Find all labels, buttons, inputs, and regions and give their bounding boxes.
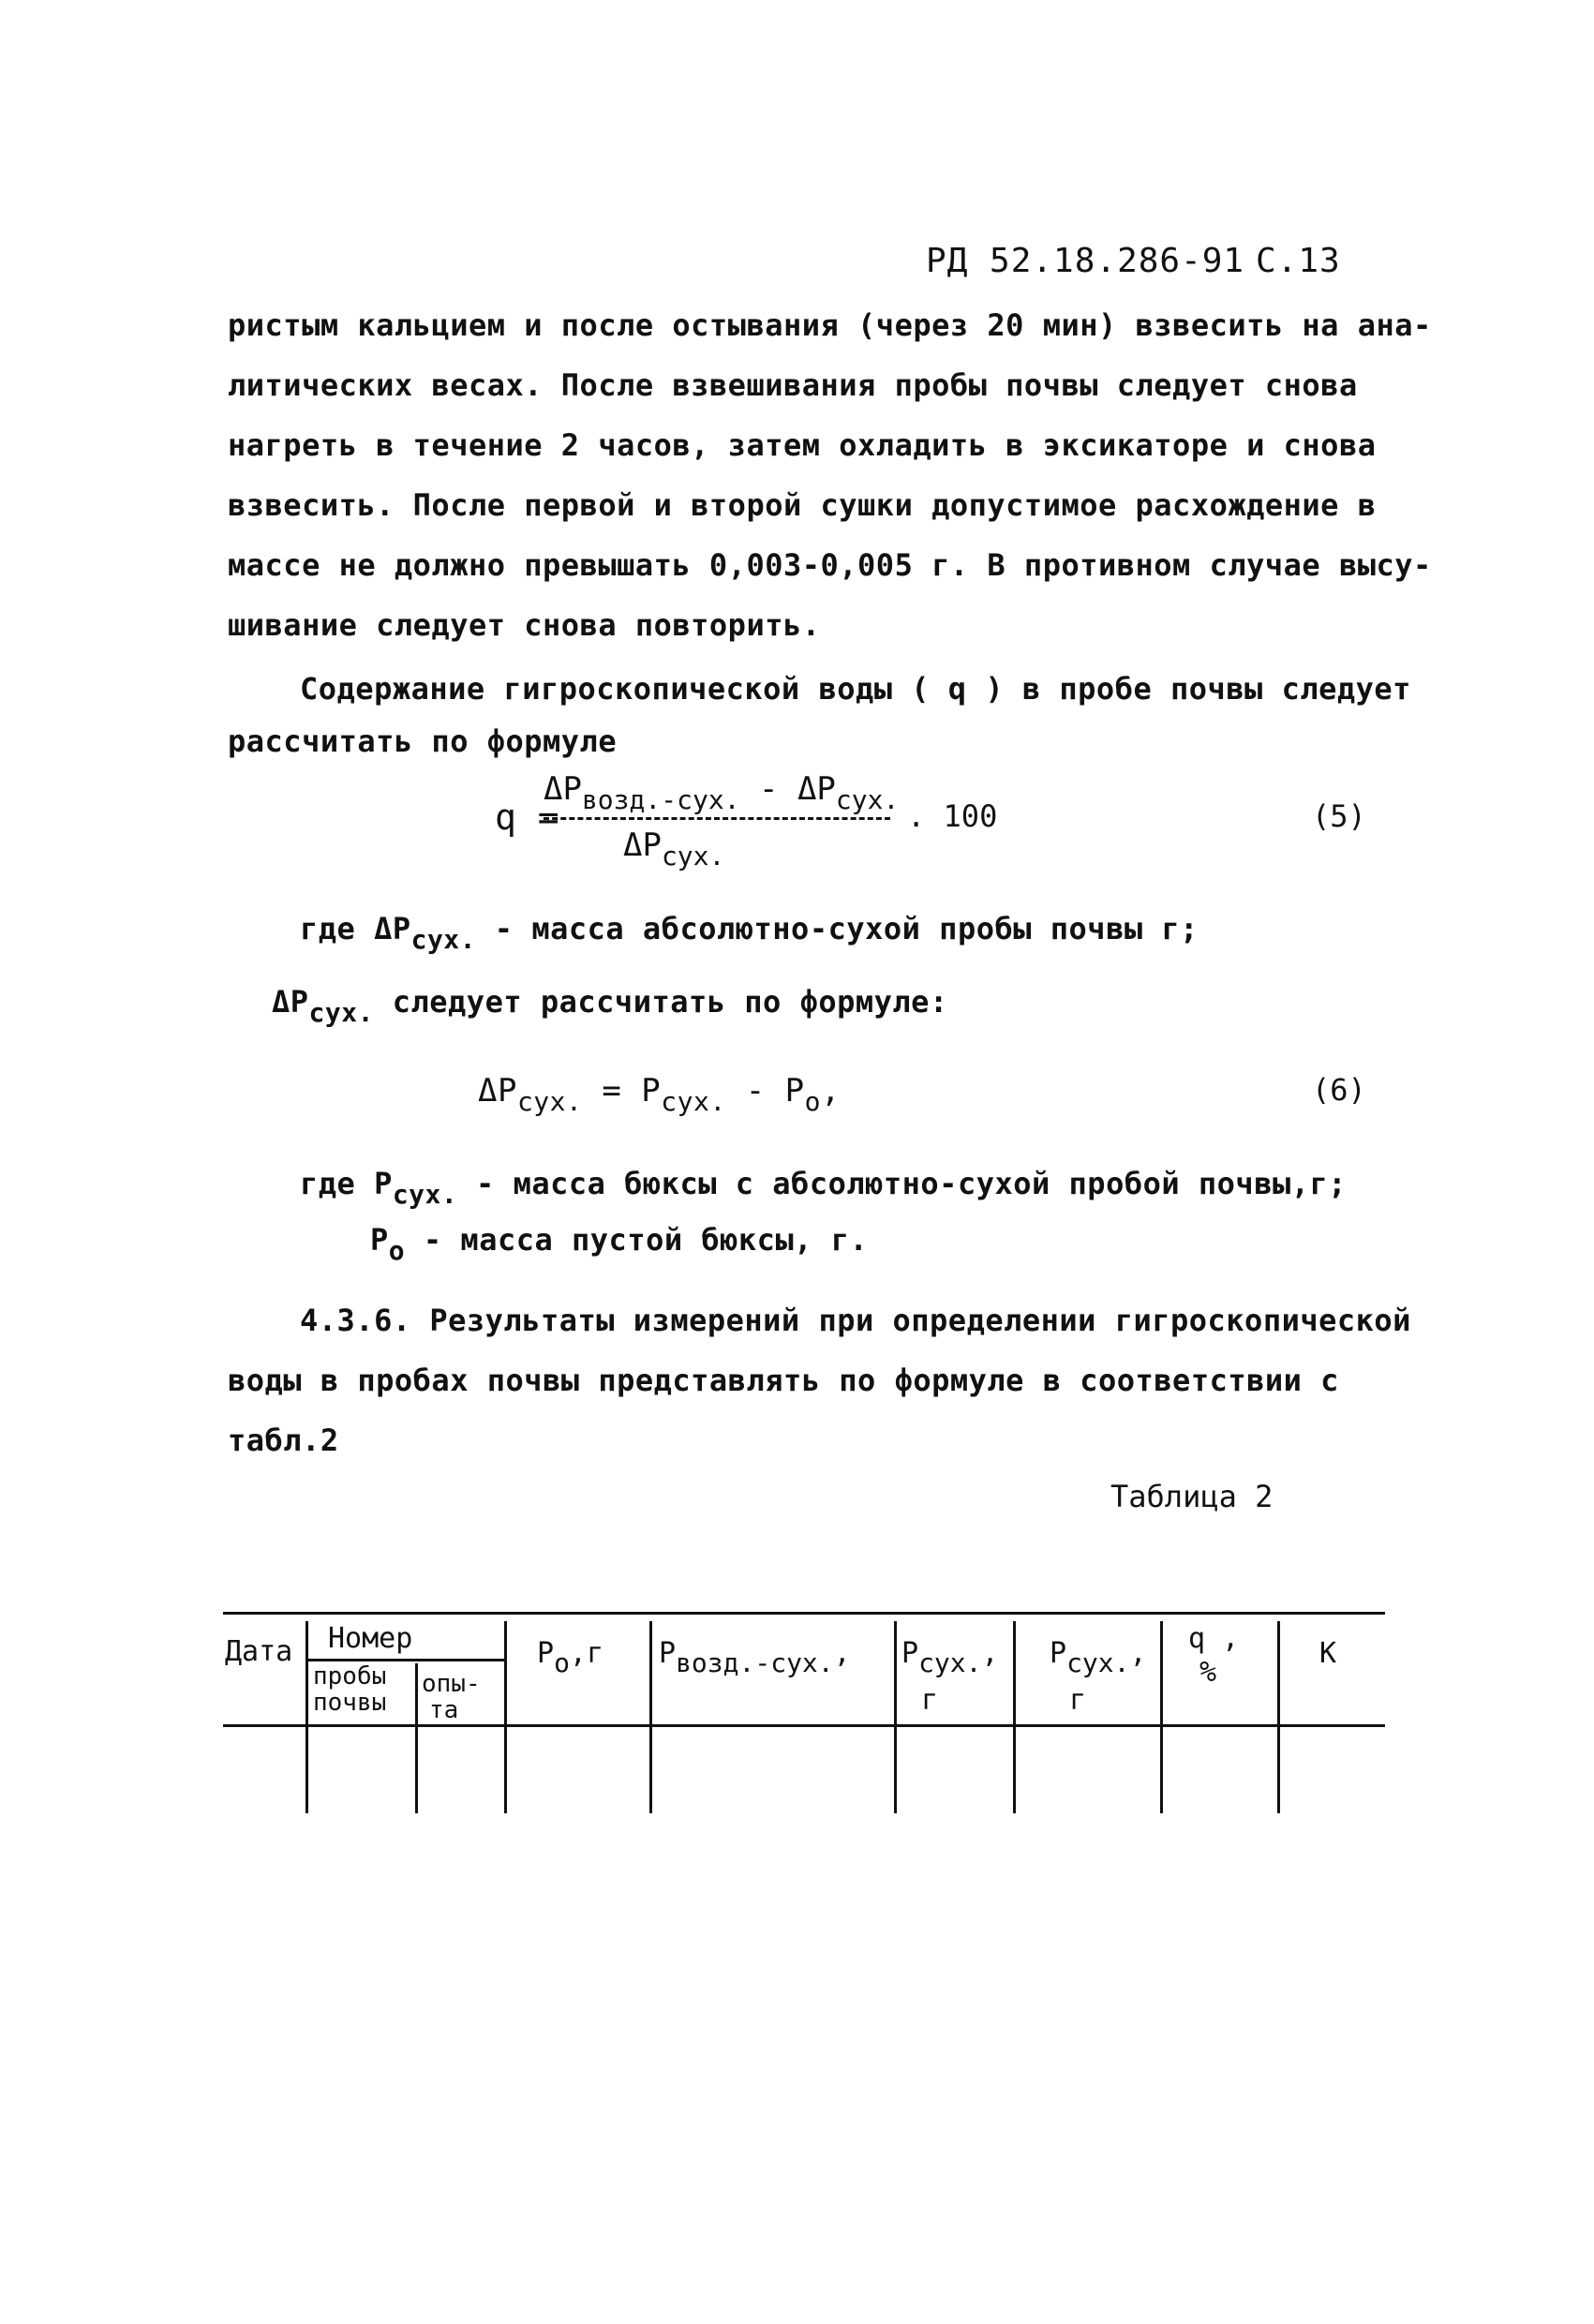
table-top-rule — [223, 1612, 1385, 1615]
paragraph-line: Содержание гигроскопической воды ( q ) в пробе почвы следует — [300, 671, 1411, 707]
header-p0: $P_о,г$ — [537, 1637, 604, 1678]
definition-line: где $P_{сух.}$ - масса бюксы с абсолютно-сухой пробой почвы,г; — [300, 1166, 1348, 1210]
equation-number: (5) — [1312, 798, 1366, 834]
formula-6: $\Delta P_{сух.} = P_{сух.} - P_о$, — [478, 1072, 841, 1117]
table-header-rule — [223, 1724, 1385, 1727]
formula-denominator: $\Delta P_{сух.}$ — [623, 827, 725, 872]
table-caption: Таблица 2 — [1110, 1479, 1274, 1514]
paragraph-line: шивание следует снова повторить. — [228, 607, 821, 643]
header-experiment-line1: опы- — [422, 1670, 481, 1698]
header-date: Дата — [225, 1635, 293, 1668]
section-line: табл.2 — [228, 1423, 339, 1458]
formula-multiplier: . 100 — [907, 798, 998, 834]
column-divider — [415, 1663, 418, 1813]
column-divider — [1277, 1621, 1280, 1813]
paragraph-line: ристым кальцием и после остывания (через 20 мин) взвесить на ана- — [228, 307, 1432, 343]
header-q-percent: % — [1199, 1656, 1217, 1689]
definition-line: $\Delta P_{сух.}$ следует рассчитать по формуле: — [272, 984, 948, 1028]
header-k: К — [1319, 1637, 1337, 1670]
header-q: q , — [1188, 1622, 1240, 1655]
page-number: С.13 — [1256, 242, 1341, 280]
formula-numerator: $\Delta P_{возд.-сух.} - \Delta P_{сух.}$ — [544, 770, 900, 815]
header-number: Номер — [328, 1622, 413, 1655]
header-sample-line1: пробы — [313, 1662, 387, 1691]
column-divider — [894, 1621, 897, 1813]
document-code: РД 52.18.286-91 — [926, 242, 1245, 280]
header-p-dry-2-unit: г — [1069, 1684, 1087, 1717]
header-p-dry-1-unit: г — [921, 1684, 939, 1717]
section-line: воды в пробах почвы представлять по формуле в соответствии с — [228, 1363, 1339, 1398]
column-divider — [649, 1621, 652, 1813]
column-divider — [305, 1621, 308, 1813]
column-divider — [1013, 1621, 1016, 1813]
header-p-dry-2: $P_{сух.}$, — [1050, 1637, 1147, 1678]
formula-lhs: q = — [495, 797, 559, 838]
paragraph-line: нагреть в течение 2 часов, затем охладить в эксикаторе и снова — [228, 427, 1377, 463]
header-experiment-line2: та — [429, 1696, 459, 1724]
paragraph-line: рассчитать по формуле — [228, 723, 618, 759]
column-divider — [504, 1621, 507, 1813]
header-sample-line2: почвы — [313, 1689, 387, 1717]
header-p-dry-1: $P_{сух.}$, — [901, 1637, 999, 1678]
header-p-air-dry: $P_{возд.-сух.}$, — [659, 1637, 851, 1678]
paragraph-line: литических весах. После взвешивания пробы почвы следует снова — [228, 367, 1358, 403]
definition-line: $P_о$ - масса пустой бюксы, г. — [370, 1222, 869, 1266]
paragraph-line: взвесить. После первой и второй сушки допустимое расхождение в — [228, 487, 1377, 523]
definition-line: где $\Delta P_{сух.}$ - масса абсолютно-сухой пробы почвы г; — [300, 911, 1199, 955]
equation-number: (6) — [1312, 1072, 1366, 1108]
column-divider — [1160, 1621, 1163, 1813]
paragraph-line: массе не должно превышать 0,003-0,005 г. В противном случае высу- — [228, 547, 1432, 583]
section-line: 4.3.6. Результаты измерений при определении гигроскопической — [300, 1303, 1411, 1338]
data-table — [223, 1612, 1385, 1818]
number-subheader-rule — [305, 1659, 504, 1661]
fraction-bar — [544, 817, 890, 820]
